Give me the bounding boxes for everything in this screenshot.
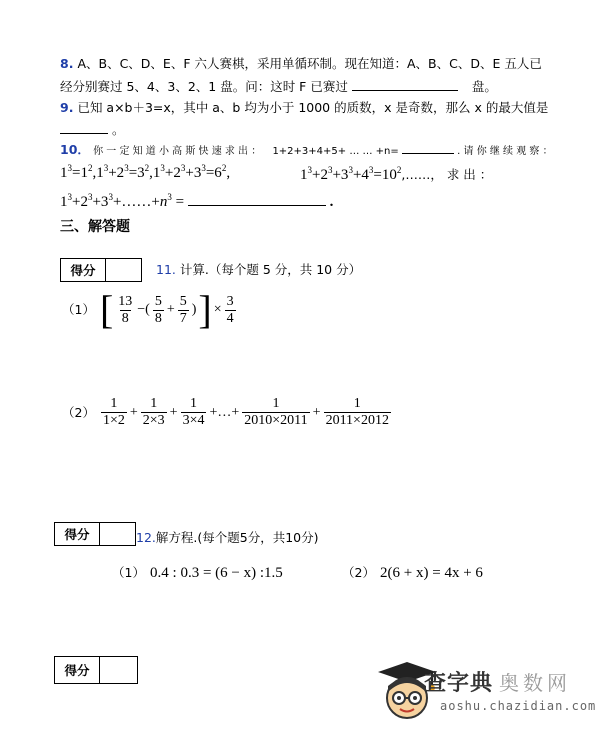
question-10-number: 10．	[60, 142, 90, 157]
score-label: 得分	[55, 657, 100, 683]
equation-2: $1^3+2^3=3^2$,	[96, 163, 153, 181]
question-9-number: 9.	[60, 100, 74, 115]
left-bracket: [	[99, 287, 114, 332]
question-12-part2: （2） 2(6 + x) = 4x + 6	[342, 565, 483, 581]
equation-12-2: 2(6 + x) = 4x + 6	[380, 565, 483, 581]
score-box-11	[60, 258, 142, 282]
watermark-url: aoshu.chazidian.com	[440, 699, 597, 713]
equation-3: $1^3+2^3+3^3=6^2$,	[152, 163, 231, 181]
question-9-line1: 9. 已知 a×b＋3=x，其中 a、b 均为小于 1000 的质数，x 是奇数，那么 x 的最大值是	[60, 100, 549, 115]
score-label: 得分	[61, 259, 106, 281]
fraction-1-2010x2011: $\frac{1}{2010\times 2011}$	[244, 396, 308, 428]
question-10-equations	[60, 165, 230, 182]
score-label: 得分	[55, 523, 100, 545]
score-box-13	[54, 656, 138, 684]
score-cell[interactable]	[100, 657, 137, 683]
fraction-1-3x4: $\frac{1}{3\times 4}$	[182, 396, 205, 428]
fraction-5-7: $\frac{5}{7}$	[179, 293, 187, 326]
question-11-part1: （1） [ $\frac{13}{8}$ −( $\frac{5}{8}$ + $\frac{5}{7}$ ) ] × $\frac{3}{4}$	[62, 287, 234, 332]
question-12-title: 12.解方程.(每个题5分，共10分)	[136, 530, 319, 545]
equation-1: $1^3=1^2$,	[60, 163, 97, 181]
fraction-3-4: $\frac{3}{4}$	[226, 293, 234, 326]
watermark-brand: 查字典 奥数网	[424, 671, 572, 696]
fraction-13-8: $\frac{13}{8}$	[118, 293, 133, 326]
right-bracket: ]	[198, 287, 212, 332]
fraction-5-8: $\frac{5}{8}$	[154, 293, 162, 326]
question-8-line2: 经分别赛过 5、4、3、2、1 盘。问：这时 F 已赛过 盘。	[60, 79, 497, 94]
answer-blank-10b[interactable]	[188, 193, 326, 206]
question-11-part2: （2） $\frac{1}{1\times 2}$ + $\frac{1}{2\times 3}$ + $\frac{1}{3\times 4}$ +…+ $\frac{1}{2010\times 2011}$ + $\frac{1}{2011\times 2012}$	[62, 396, 389, 428]
question-8-number: 8.	[60, 56, 74, 71]
fraction-1-2011x2012: $\frac{1}{2011\times 2012}$	[325, 396, 389, 428]
question-10-target: $1^3+2^3+3^3+\dots\dots+n^3$ = .	[60, 192, 334, 210]
score-cell[interactable]	[106, 259, 141, 281]
answer-blank-8[interactable]	[352, 78, 458, 91]
score-box-12	[54, 522, 136, 546]
question-9-line2: 。	[60, 121, 125, 138]
answer-blank-10a[interactable]	[402, 143, 454, 154]
question-10-intro: 10． 你 一 定 知 道 小 高 斯 快 速 求 出 ： 1+2+3+4+5+ … … +n= . 请 你 继 续 观 察 ：	[60, 142, 553, 157]
question-12-part1: （1） 0.4 : 0.3 = (6 − x) :1.5	[112, 565, 283, 581]
fraction-1-2x3: $\frac{1}{2\times 3}$	[142, 396, 165, 428]
question-10-equation-4: $1^3+2^3+3^3+4^3=10^2,\dots\dots$， 求 出 ：	[300, 165, 493, 183]
question-11-title: 11. 计算.（每个题 5 分，共 10 分）	[156, 262, 362, 277]
question-8-line1: 8. A、B、C、D、E、F 六人赛棋，采用单循环制。现在知道：A、B、C、D、E 五人已	[60, 56, 542, 71]
equation-12-1: 0.4 : 0.3 = (6 − x) :1.5	[150, 565, 283, 581]
score-cell[interactable]	[100, 523, 135, 545]
section-3-title: 三、解答题	[60, 219, 130, 235]
fraction-1-1x2: $\frac{1}{1\times 2}$	[102, 396, 125, 428]
answer-blank-9[interactable]	[60, 121, 108, 134]
